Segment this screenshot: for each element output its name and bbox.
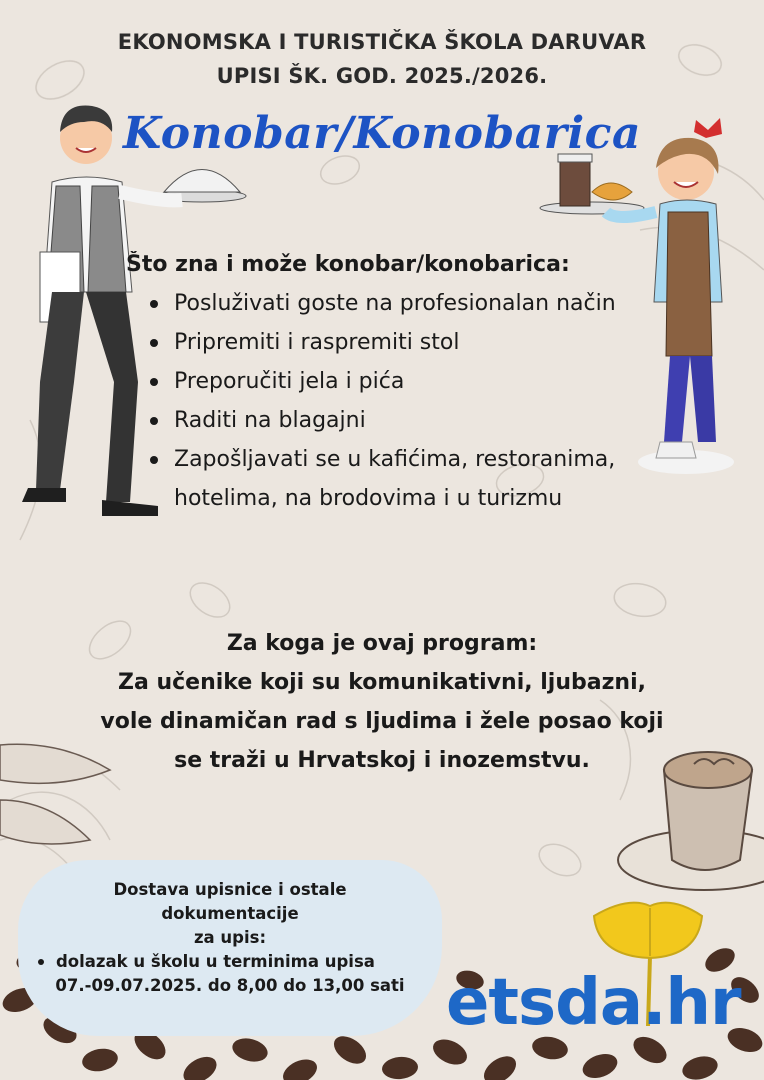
bullet-icon bbox=[150, 417, 158, 425]
audience-heading: Za koga je ovaj program: bbox=[226, 631, 538, 656]
page-title: Konobar/Konobarica bbox=[123, 108, 641, 159]
audience-text: Za učenike koji su komunikativni, ljubazni, vole dinamičan rad s ljudima i žele posao koji se traži u Hrvatskoj i inozemstvu. bbox=[100, 670, 664, 773]
info-bubble bbox=[18, 860, 442, 1036]
skills-list bbox=[150, 284, 670, 518]
bullet-icon bbox=[150, 300, 158, 308]
bullet-icon bbox=[150, 456, 158, 464]
logo-text: etsda.hr bbox=[446, 966, 741, 1040]
bullet-icon bbox=[150, 378, 158, 386]
bullet-icon bbox=[150, 339, 158, 347]
list-item: Preporučiti jela i pića bbox=[150, 362, 670, 401]
audience-block bbox=[90, 624, 674, 780]
bullet-icon bbox=[38, 959, 44, 965]
list-item: Pripremiti i raspremiti stol bbox=[150, 323, 670, 362]
list-item: Raditi na blagajni bbox=[150, 401, 670, 440]
info-line: dokumentacije bbox=[161, 904, 299, 923]
school-name: EKONOMSKA I TURISTIČKA ŠKOLA DARUVAR bbox=[117, 30, 647, 54]
info-line: 07.-09.07.2025. do 8,00 do 13,00 sati bbox=[55, 976, 405, 995]
info-bullet: dolazak u školu u terminima upisa bbox=[18, 950, 442, 974]
list-item: Zapošljavati se u kafićima, restoranima, hotelima, na brodovima i u turizmu bbox=[150, 440, 670, 518]
list-item: Posluživati goste na profesionalan način bbox=[150, 284, 670, 323]
skills-heading: Što zna i može konobar/konobarica: bbox=[126, 252, 570, 277]
info-line: za upis: bbox=[193, 928, 267, 947]
enrollment-year: UPISI ŠK. GOD. 2025./2026. bbox=[216, 64, 548, 88]
info-line: Dostava upisnice i ostale bbox=[113, 880, 347, 899]
